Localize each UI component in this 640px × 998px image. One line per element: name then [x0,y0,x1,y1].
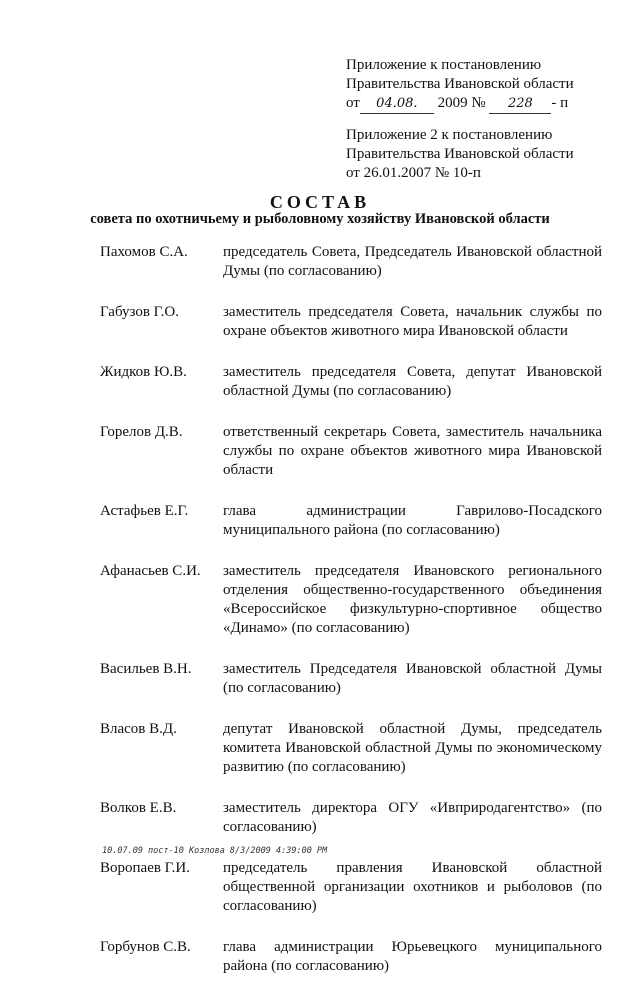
appendix-line: Правительства Ивановской области [346,76,574,92]
member-row [100,720,602,777]
member-role: заместитель директора ОГУ «Ивприродагентство» (по согласованию) [223,800,602,835]
member-row [100,502,602,540]
member-name: Астафьев Е.Г. [100,503,189,519]
member-role: депутат Ивановской областной Думы, председатель комитета Ивановской областной Думы по экономическому развитию (по согласованию) [223,721,602,775]
member-row [100,363,602,401]
member-row [100,423,602,480]
from-label: от [346,95,360,111]
appendix-header-old [346,126,574,183]
member-role: глава администрации Юрьевецкого муниципального района (по согласованию) [223,939,602,974]
member-name: Горбунов С.В. [100,939,191,955]
document-subtitle: совета по охотничьему и рыболовному хозяйству Ивановской области [90,211,550,227]
document-title: СОСТАВ [269,192,371,212]
appendix-header-new [346,56,574,114]
member-row [100,859,602,916]
handwritten-date: 04.08. [360,94,434,114]
member-role: заместитель председателя Совета, начальник службы по охране объектов животного мира Ивановской области [223,304,602,339]
members-list [100,243,602,998]
member-role: ответственный секретарь Совета, заместитель начальника службы по охране объектов животного мира Ивановской области [223,424,602,478]
member-name: Воропаев Г.И. [100,860,190,876]
member-role: председатель правления Ивановской областной общественной организации охотников и рыболовов (по согласованию) [223,860,602,914]
member-row [100,562,602,638]
year-label: 2009 № [437,95,486,111]
member-name: Жидков Ю.В. [100,364,187,380]
member-row [100,938,602,976]
member-name: Власов В.Д. [100,721,177,737]
handwritten-number: 228 [489,94,551,114]
member-name: Васильев В.Н. [100,661,192,677]
footer-stamp: 10.07.09 пост-10 Козлова 8/3/2009 4:39:00 PM [102,846,328,856]
member-row [100,660,602,698]
appendix-line: от 26.01.2007 № 10-п [346,165,481,181]
member-name: Горелов Д.В. [100,424,183,440]
member-row [100,799,602,837]
member-role: заместитель председателя Совета, депутат Ивановской областной Думы (по согласованию) [223,364,602,399]
member-role: заместитель Председателя Ивановской областной Думы (по согласованию) [223,661,602,696]
member-row [100,243,602,281]
member-role: заместитель председателя Ивановского регионального отделения общественно-государственного объединения «Всероссийское физкультурно-спортивное общество «Динамо» (по согласованию) [223,563,602,636]
member-name: Габузов Г.О. [100,304,179,320]
appendix-line: Приложение к постановлению [346,57,542,73]
member-name: Афанасьев С.И. [100,563,201,579]
member-row [100,303,602,341]
number-suffix: - п [551,95,569,111]
member-name: Волков Е.В. [100,800,177,816]
member-role: председатель Совета, Председатель Ивановской областной Думы (по согласованию) [223,244,602,279]
member-name: Пахомов С.А. [100,244,188,260]
appendix-line: Правительства Ивановской области [346,146,574,162]
appendix-line: Приложение 2 к постановлению [346,127,553,143]
member-role: глава администрации Гаврилово-Посадского муниципального района (по согласованию) [223,503,602,538]
appendix-date-line [346,94,574,114]
